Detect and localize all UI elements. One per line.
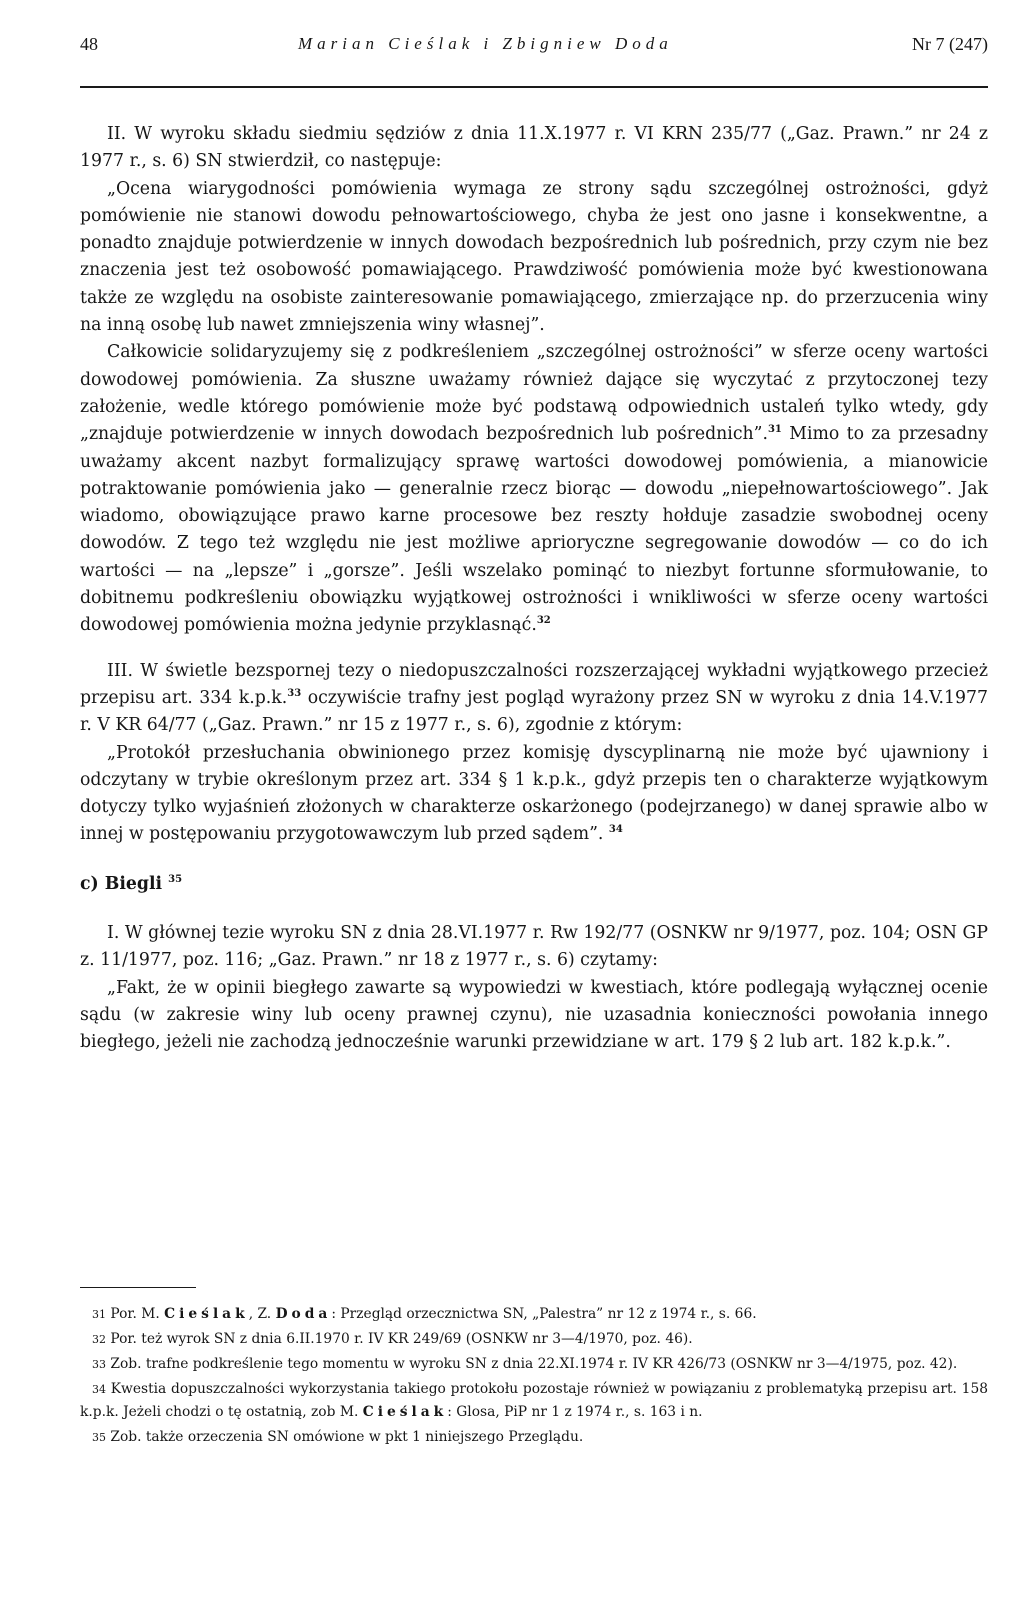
commentary-text-b: Mimo to za przesadny uważamy akcent nazbyt formalizujący sprawę wartości dowodowej pomówienia, a mianowicie potraktowanie pomówienia jako — generalnie rzecz biorąc — dowodu „niepełnowartościowego”. Jak wiadomo, obowiązujące prawo karne procesowe bez reszty hołduje zasadzie swobodnej oceny dowodów. Z tego też względu nie jest możliwe aprioryczne segregowanie dowodów — co do ich wartości — na „lepsze” i „gorsze”. Jeśli wszelako pominąć to niezbyt fortunne sformułowanie, to dobitnemu podkreśleniu obowiązku wyjątkowej ostrożności i wnikliwości w sferze oceny wartości dowodowej pomówienia można jedynie przyklasnąć. [80,424,988,636]
paragraph-i: I. W głównej tezie wyroku SN z dnia 28.VI.1977 r. Rw 192/77 (OSNKW nr 9/1977, poz. 104; OSN GP z. 11/1977, poz. 116; „Gaz. Prawn.” nr 18 z 1977 r., s. 6) czytamy: [80,923,988,971]
page-number: 48 [80,34,98,54]
commentary-text-a: Całkowicie solidaryzujemy się z podkreśleniem „szczególnej ostrożności” w sferze oceny wartości dowodowej pomówienia. Za słuszne uważamy również dające się wyczytać z przytoczonej tezy założenie, wedle którego pomówienie może być podstawą odpowiednich ustaleń tylko wtedy, gdy „znajduje potwierdzenie w innych dowodach bezpośrednich lub pośrednich”. [80,342,988,445]
quote-3: „Fakt, że w opinii biegłego zawarte są wypowiedzi w kwestiach, które podlegają wyłącznej ocenie sądu (w zakresie winy lub oceny prawnej czynu), nie uzasadnia konieczności powołania innego biegłego, jeżeli nie zachodzą jednocześnie warunki przewidziane w art. 179 § 2 lub art. 182 k.p.k.”. [80,977,988,1053]
quote-2-text: „Protokół przesłuchania obwinionego przez komisję dyscyplinarną nie może być ujawniony i odczytany w trybie określonym przez art. 334 § 1 k.p.k., gdyż przepis ten o charakterze wyjątkowym dotyczy tylko wyjaśnień złożonych w charakterze oskarżonego (podejrzanego) w danej sprawie albo w innej w postępowaniu przygotowawczym lub przed sądem”. [80,742,988,845]
footnote-ref-32[interactable]: 32 [536,615,551,627]
footnote-32 [80,1328,988,1351]
footnote-34 [80,1378,988,1424]
author-name: Doda [275,1306,332,1322]
footnote-ref-33[interactable]: 33 [287,687,302,699]
paragraph-iii-text-b: oczywiście trafny jest pogląd wyrażony przez SN w wyroku z dnia 14.V.1977 r. V KR 64/77 („Gaz. Prawn.” nr 15 z 1977 r., s. 6), zgodnie z którym: [80,687,989,736]
paragraph-iii-text-a: III. W świetle bezspornej tezy o niedopuszczalności rozszerzającej wykładni wyjątkowego przecież przepisu art. 334 k.p.k. [80,660,988,708]
footnote-text: Zob. także orzeczenia SN omówione w pkt 1 niniejszego Przeglądu. [110,1429,584,1445]
footnote-number: 34 [92,1383,106,1396]
footnote-text: Zob. trafne podkreślenie tego momentu w wyroku SN z dnia 22.XI.1974 r. IV KR 426/73 (OSNKW nr 3—4/1975, poz. 42). [110,1356,958,1372]
page-header [80,34,988,64]
section-heading-text: c) Biegli [80,873,163,894]
footnote-35 [80,1426,988,1449]
quote-2 [80,740,988,849]
quote-1: „Ocena wiarygodności pomówienia wymaga ze strony sądu szczególnej ostrożności, gdyż pomówienie nie stanowi dowodu pełnowartościowego, chyba że jest ono jasne i konsekwentne, a ponadto znajduje potwierdzenie w innych dowodach bezpośrednich lub pośrednich, przy czym nie bez znaczenia jest też osobowość pomawiającego. Prawdziwość pomówienia może być kwestionowana także ze względu na osobiste zainteresowanie pomawiającego, zmierzające np. do przerzucenia winy na inną osobę lub nawet zmniejszenia winy własnej”. [80,178,988,336]
author-name: Cieślak [362,1404,448,1420]
issue-number: Nr 7 (247) [912,34,988,54]
footnote-31 [80,1303,988,1326]
running-title: Marian Cieślak i Zbigniew Doda [298,34,673,53]
footnote-number: 35 [92,1431,106,1444]
author-name: Cieślak [164,1306,249,1322]
section-heading-biegli [80,871,988,898]
footnotes [80,1303,988,1451]
paragraph-iii [80,658,988,740]
paragraph-ii: II. W wyroku składu siedmiu sędziów z dnia 11.X.1977 r. VI KRN 235/77 („Gaz. Prawn.” nr 24 z 1977 r., s. 6) SN stwierdził, co następuje: [80,124,988,172]
footnote-rule [80,1287,196,1288]
footnote-ref-34[interactable]: 34 [608,824,623,836]
commentary-paragraph [80,339,988,639]
footnote-text: : Przegląd orzecznictwa SN, „Palestra” nr 12 z 1974 r., s. 66. [331,1306,757,1322]
footnote-33 [80,1353,988,1376]
header-rule [80,86,988,88]
footnote-ref-35[interactable]: 35 [168,873,183,885]
footnote-number: 33 [92,1358,106,1371]
footnote-text: Por. też wyrok SN z dnia 6.II.1970 r. IV KR 249/69 (OSNKW nr 3—4/1970, poz. 46). [110,1331,693,1347]
footnote-ref-31[interactable]: 31 [767,424,782,436]
footnote-number: 32 [92,1333,106,1346]
footnote-number: 31 [92,1308,106,1321]
footnote-text: : Glosa, PiP nr 1 z 1974 r., s. 163 i n. [447,1404,703,1420]
footnote-text: Por. M. [110,1306,165,1322]
footnote-text: Kwestia dopuszczalności wykorzystania takiego protokołu pozostaje również w powiązaniu z problematyką przepisu art. 158 k.p.k. Jeżeli chodzi o tę ostatnią, zob M. [80,1381,988,1420]
footnote-text: , Z. [248,1306,276,1322]
main-text [80,121,988,1057]
